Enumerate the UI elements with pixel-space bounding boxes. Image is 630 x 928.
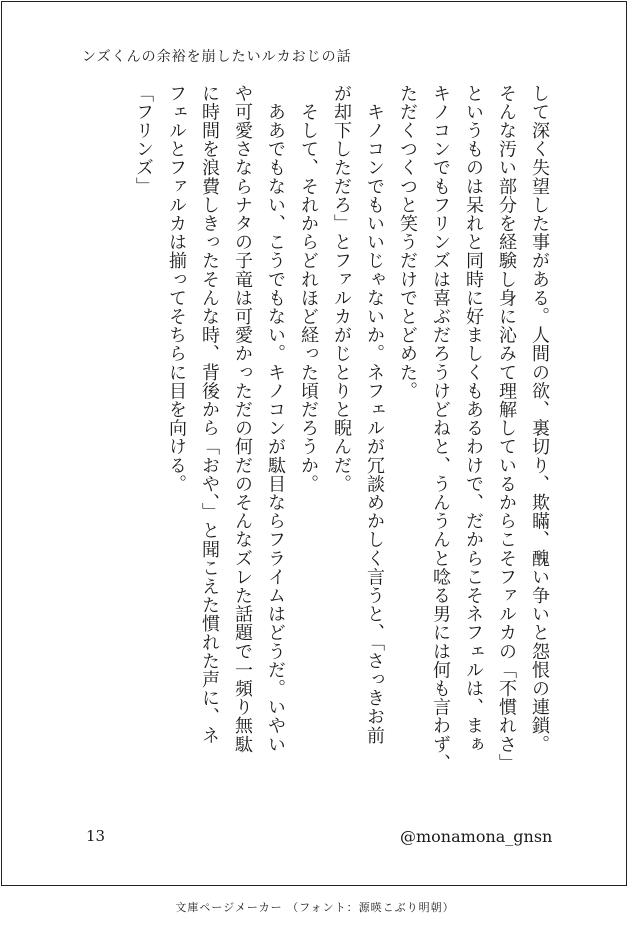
body-line: フェルとファルカは揃ってそちらに目を向ける。 <box>166 84 187 494</box>
body-line: ああでもない、こうでもない。キノコンが駄目ならフライムはどうだ。いやい <box>265 84 286 754</box>
body-line: ただくつくつと笑うだけでとどめた。 <box>397 84 418 401</box>
body-line: に時間を浪費しきったそんな時、背後から「おや、」と聞こえた慣れた声に、ネ <box>199 84 220 745</box>
body-line: 「フリンズ」 <box>133 84 154 196</box>
generator-credit: 文庫ページメーカー （フォント：源暎こぶり明朝） <box>175 901 455 914</box>
body-line: キノコンでもフリンズは喜ぶだろうけどねと、うんうんと唸る男には何も言わず、 <box>430 84 451 773</box>
body-text <box>127 84 556 804</box>
body-line: して深く失望した事がある。人間の欲、裏切り、欺瞞、醜い争いと怨恨の連鎖。 <box>529 84 550 754</box>
body-line: が却下しただろ」とファルカがじとりと睨んだ。 <box>331 84 352 494</box>
page-frame <box>1 1 627 886</box>
page-number: 13 <box>86 827 106 845</box>
body-line: そんな汚い部分を経験し身に沁みて理解しているからこそファルカの「不慣れさ」 <box>496 84 517 773</box>
body-line: そして、それからどれほど経った頃だろうか。 <box>298 84 319 494</box>
body-line: や可愛さならナタの子竜は可愛かっただの何だのそんなズレた話題で一頻り無駄 <box>232 84 253 754</box>
author-handle: @monamona_gnsn <box>400 827 553 846</box>
body-line: キノコンでもいいじゃないか。ネフェルが冗談めかしく言うと、「さっきお前 <box>364 84 385 745</box>
running-title: ンズくんの余裕を崩したいルカおじの話 <box>82 49 352 65</box>
body-line: というものは呆れと同時に好ましくもあるわけで、だからこそネフェルは、まぁ <box>463 84 484 754</box>
